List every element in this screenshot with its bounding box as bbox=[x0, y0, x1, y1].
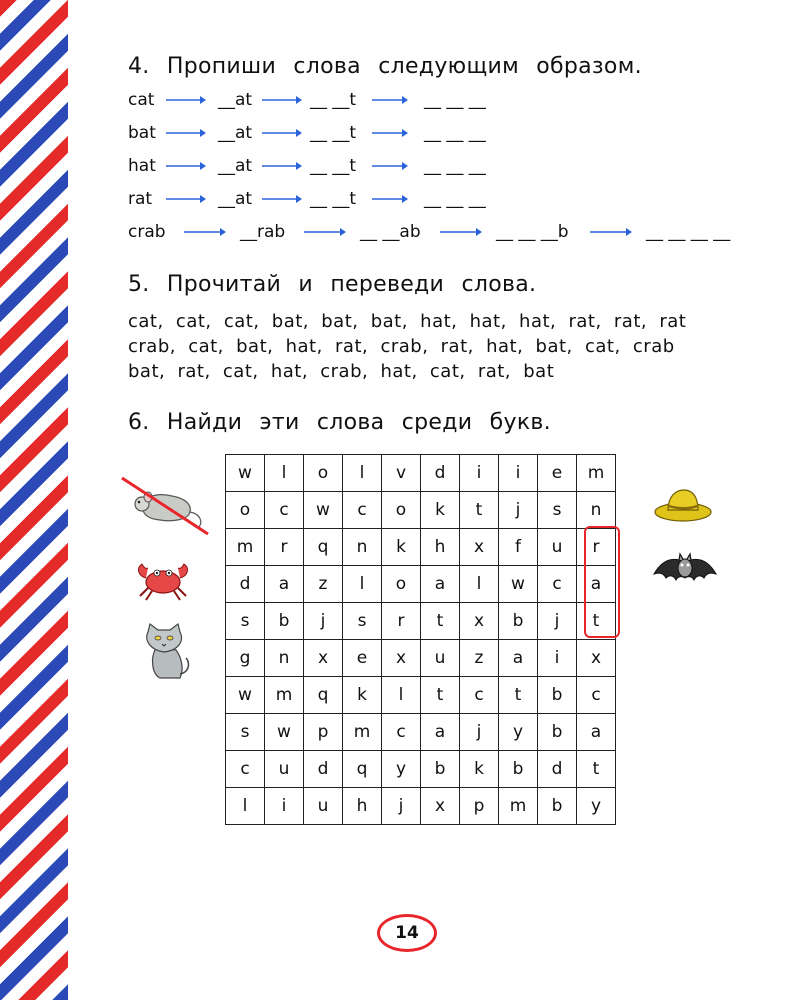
arrow-right-icon bbox=[262, 160, 302, 174]
grid-cell: k bbox=[382, 529, 421, 566]
grid-cell: m bbox=[226, 529, 265, 566]
grid-cell: a bbox=[421, 714, 460, 751]
grid-cell: q bbox=[343, 751, 382, 788]
grid-cell: d bbox=[421, 455, 460, 492]
grid-cell: b bbox=[538, 677, 577, 714]
exercise-4-title: 4. Пропиши слова следующим образом. bbox=[128, 54, 642, 79]
reading-line: cat, cat, cat, bat, bat, bat, hat, hat, hat, rat, rat, rat bbox=[128, 311, 687, 332]
grid-cell: j bbox=[460, 714, 499, 751]
exercise-6-title: 6. Найди эти слова среди букв. bbox=[128, 410, 551, 435]
found-word-highlight bbox=[584, 526, 620, 638]
word: bat bbox=[128, 123, 156, 143]
grid-cell: b bbox=[265, 603, 304, 640]
grid-cell: j bbox=[382, 788, 421, 825]
hat-picture bbox=[652, 484, 714, 532]
grid-cell: s bbox=[538, 492, 577, 529]
grid-cell: o bbox=[382, 492, 421, 529]
grid-row bbox=[226, 455, 616, 492]
grid-row bbox=[226, 640, 616, 677]
grid-cell: a bbox=[265, 566, 304, 603]
grid-cell: a bbox=[499, 640, 538, 677]
arrow-right-icon bbox=[184, 226, 226, 240]
grid-cell: f bbox=[499, 529, 538, 566]
grid-cell: r bbox=[265, 529, 304, 566]
step-2: __ __t bbox=[310, 123, 357, 143]
step-3: __ __ __b bbox=[496, 222, 569, 242]
grid-cell: w bbox=[304, 492, 343, 529]
grid-cell: o bbox=[382, 566, 421, 603]
step-2: __ __t bbox=[310, 156, 357, 176]
crab-picture bbox=[134, 554, 192, 608]
grid-cell: h bbox=[421, 529, 460, 566]
grid-cell: i bbox=[265, 788, 304, 825]
grid-cell: c bbox=[226, 751, 265, 788]
grid-cell: t bbox=[577, 751, 616, 788]
grid-cell: d bbox=[226, 566, 265, 603]
step-3: __ __ __ bbox=[424, 156, 486, 176]
grid-cell: b bbox=[499, 603, 538, 640]
grid-cell: b bbox=[421, 751, 460, 788]
arrow-right-icon bbox=[166, 193, 206, 207]
grid-cell: n bbox=[265, 640, 304, 677]
grid-cell: o bbox=[304, 455, 343, 492]
arrow-right-icon bbox=[590, 226, 632, 240]
grid-cell: l bbox=[343, 455, 382, 492]
grid-cell: n bbox=[577, 492, 616, 529]
grid-cell: q bbox=[304, 677, 343, 714]
arrow-right-icon bbox=[262, 193, 302, 207]
grid-row bbox=[226, 529, 616, 566]
page-number: 14 bbox=[377, 914, 437, 952]
grid-cell: x bbox=[460, 529, 499, 566]
grid-cell: t bbox=[460, 492, 499, 529]
grid-cell: u bbox=[265, 751, 304, 788]
grid-cell: w bbox=[226, 677, 265, 714]
word: hat bbox=[128, 156, 156, 176]
grid-row bbox=[226, 492, 616, 529]
grid-cell: l bbox=[265, 455, 304, 492]
grid-cell: d bbox=[304, 751, 343, 788]
grid-cell: v bbox=[382, 455, 421, 492]
word: cat bbox=[128, 90, 155, 110]
grid-cell: k bbox=[460, 751, 499, 788]
arrow-right-icon bbox=[372, 94, 408, 108]
word: rat bbox=[128, 189, 153, 209]
grid-cell: r bbox=[577, 529, 616, 566]
grid-cell: i bbox=[460, 455, 499, 492]
step-1: __at bbox=[218, 90, 253, 110]
arrow-right-icon bbox=[372, 193, 408, 207]
step-1: __rab bbox=[240, 222, 286, 242]
grid-cell: p bbox=[460, 788, 499, 825]
grid-cell: s bbox=[226, 603, 265, 640]
arrow-right-icon bbox=[262, 94, 302, 108]
grid-cell: m bbox=[343, 714, 382, 751]
arrow-right-icon bbox=[166, 127, 206, 141]
grid-cell: m bbox=[577, 455, 616, 492]
grid-cell: u bbox=[538, 529, 577, 566]
grid-cell: w bbox=[265, 714, 304, 751]
grid-cell: c bbox=[460, 677, 499, 714]
arrow-right-icon bbox=[372, 127, 408, 141]
grid-cell: x bbox=[460, 603, 499, 640]
grid-cell: u bbox=[421, 640, 460, 677]
step-2: __ __t bbox=[310, 189, 357, 209]
grid-cell: p bbox=[304, 714, 343, 751]
bat-picture bbox=[652, 548, 718, 596]
grid-cell: x bbox=[382, 640, 421, 677]
grid-cell: m bbox=[265, 677, 304, 714]
grid-cell: y bbox=[382, 751, 421, 788]
grid-cell: w bbox=[499, 566, 538, 603]
grid-cell: z bbox=[304, 566, 343, 603]
grid-cell: t bbox=[499, 677, 538, 714]
grid-cell: x bbox=[304, 640, 343, 677]
decorative-stripes bbox=[0, 0, 68, 1000]
grid-cell: u bbox=[304, 788, 343, 825]
grid-cell: d bbox=[538, 751, 577, 788]
word-search-grid bbox=[225, 454, 616, 825]
grid-cell: c bbox=[343, 492, 382, 529]
step-2: __ __t bbox=[310, 90, 357, 110]
grid-cell: s bbox=[343, 603, 382, 640]
arrow-right-icon bbox=[304, 226, 346, 240]
grid-cell: c bbox=[265, 492, 304, 529]
arrow-right-icon bbox=[166, 160, 206, 174]
grid-cell: a bbox=[577, 566, 616, 603]
grid-cell: h bbox=[343, 788, 382, 825]
arrow-right-icon bbox=[372, 160, 408, 174]
grid-cell: y bbox=[499, 714, 538, 751]
grid-cell: n bbox=[343, 529, 382, 566]
grid-cell: j bbox=[499, 492, 538, 529]
grid-cell: b bbox=[538, 788, 577, 825]
grid-cell: o bbox=[226, 492, 265, 529]
step-3: __ __ __ bbox=[424, 189, 486, 209]
grid-cell: k bbox=[421, 492, 460, 529]
cat-picture bbox=[136, 622, 194, 686]
step-2: __ __ab bbox=[360, 222, 421, 242]
grid-cell: a bbox=[421, 566, 460, 603]
step-4: __ __ __ __ bbox=[646, 222, 731, 242]
rat-crossed-out-picture bbox=[120, 470, 212, 542]
grid-cell: b bbox=[538, 714, 577, 751]
arrow-right-icon bbox=[262, 127, 302, 141]
grid-cell: y bbox=[577, 788, 616, 825]
grid-cell: k bbox=[343, 677, 382, 714]
grid-cell: l bbox=[343, 566, 382, 603]
grid-row bbox=[226, 788, 616, 825]
grid-cell: q bbox=[304, 529, 343, 566]
step-1: __at bbox=[218, 189, 253, 209]
grid-cell: e bbox=[538, 455, 577, 492]
reading-line: crab, cat, bat, hat, rat, crab, rat, hat, bat, cat, crab bbox=[128, 336, 675, 357]
exercise-5-title: 5. Прочитай и переведи слова. bbox=[128, 272, 537, 297]
grid-cell: j bbox=[538, 603, 577, 640]
step-1: __at bbox=[218, 156, 253, 176]
word: crab bbox=[128, 222, 166, 242]
grid-row bbox=[226, 603, 616, 640]
grid-cell: c bbox=[382, 714, 421, 751]
grid-cell: i bbox=[499, 455, 538, 492]
grid-cell: m bbox=[499, 788, 538, 825]
grid-cell: l bbox=[382, 677, 421, 714]
grid-cell: i bbox=[538, 640, 577, 677]
grid-cell: x bbox=[421, 788, 460, 825]
step-1: __at bbox=[218, 123, 253, 143]
reading-line: bat, rat, cat, hat, crab, hat, cat, rat, bat bbox=[128, 361, 555, 382]
grid-row bbox=[226, 677, 616, 714]
grid-row bbox=[226, 566, 616, 603]
grid-cell: g bbox=[226, 640, 265, 677]
grid-cell: t bbox=[421, 677, 460, 714]
grid-cell: b bbox=[499, 751, 538, 788]
arrow-right-icon bbox=[166, 94, 206, 108]
grid-cell: a bbox=[577, 714, 616, 751]
grid-row bbox=[226, 751, 616, 788]
grid-row bbox=[226, 714, 616, 751]
grid-cell: c bbox=[577, 677, 616, 714]
grid-cell: t bbox=[421, 603, 460, 640]
grid-cell: x bbox=[577, 640, 616, 677]
grid-cell: z bbox=[460, 640, 499, 677]
grid-cell: e bbox=[343, 640, 382, 677]
grid-cell: r bbox=[382, 603, 421, 640]
grid-cell: s bbox=[226, 714, 265, 751]
step-3: __ __ __ bbox=[424, 90, 486, 110]
step-3: __ __ __ bbox=[424, 123, 486, 143]
arrow-right-icon bbox=[440, 226, 482, 240]
grid-cell: l bbox=[226, 788, 265, 825]
grid-cell: t bbox=[577, 603, 616, 640]
grid-cell: c bbox=[538, 566, 577, 603]
grid-cell: l bbox=[460, 566, 499, 603]
grid-cell: w bbox=[226, 455, 265, 492]
grid-cell: j bbox=[304, 603, 343, 640]
